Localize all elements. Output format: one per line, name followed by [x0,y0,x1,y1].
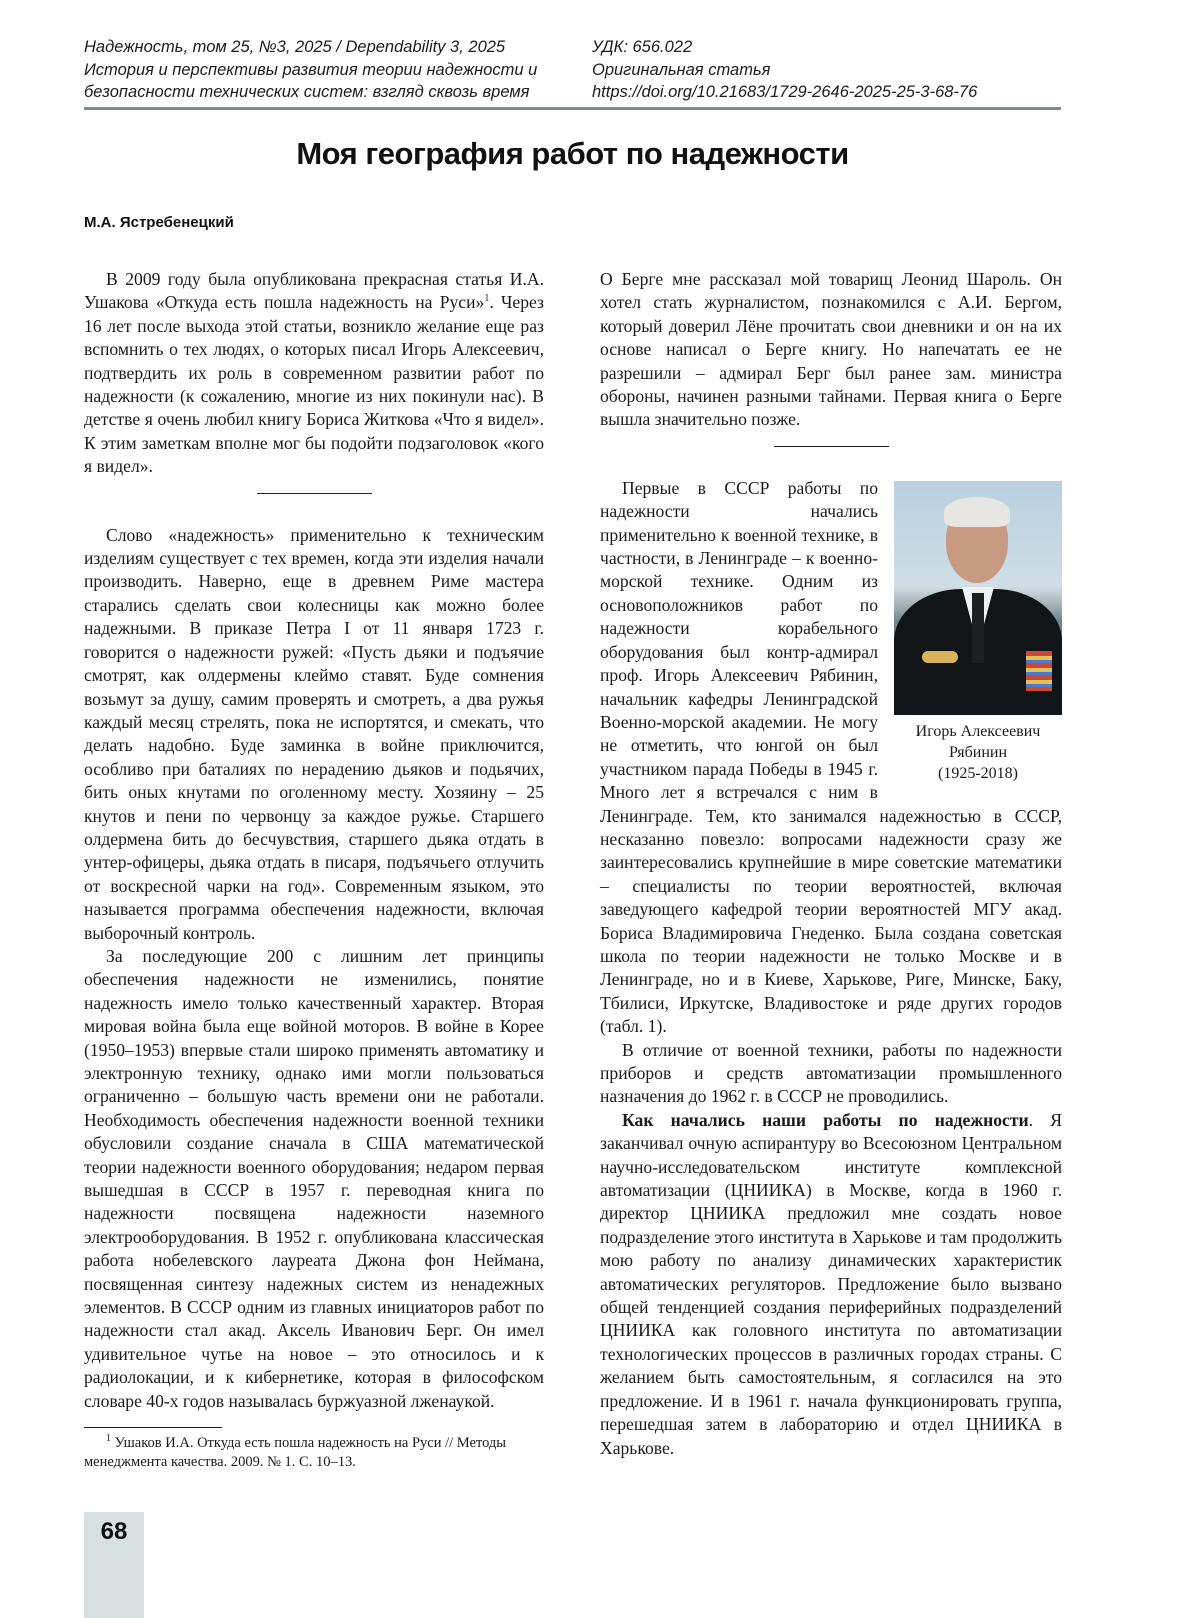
industrial-paragraph: В отличие от военной техники, работы по надежности приборов и средств автоматизации промышленного назначения до 1962 г. в СССР не проводились. [600,1039,1062,1107]
footnote-mark: 1 [106,1433,111,1445]
intro-paragraph: В 2009 году была опубликована прекрасная статья И.А. Ушакова «Откуда есть пошла надежность на Руси»$^1$. Через 16 лет после выхода этой статьи, возникло желание еще раз вспомнить о тех людях, о которых писал Игорь Алексеевич, подтвердить их роль в современном развитии работ по надежности (к сожалению, многие из них покинули нас). В детстве я очень любил книгу Бориса Житкова «Что я видел». К этим заметкам вполне мог бы подойти подзаголовок «кого я видел». [84,269,545,477]
journal-issue: Надежность, том 25, №3, 2025 / Dependability 3, 2025 [84,38,506,56]
left-column [84,268,544,1472]
berg-paragraph: О Берге мне рассказал мой товарищ Леонид Шароль. Он хотел стать журналистом, познакомился с А.И. Бергом, который доверил Лёне прочитать свои дневники и он на их основе написал о Берге книгу. Но напечатать ее не разрешили – адмирал Берг был ранее зам. министра обороны, начинен разными тайнами. Первая книга о Берге вышла значительно позже. [600,269,1062,430]
footnote-divider [84,1427,222,1428]
footnote-text: Ушаков И.А. Откуда есть пошла надежность на Руси // Методы менеджмента качества. 2009. № 1. С. 10–13. [84,1435,507,1471]
portrait-caption: Игорь Алексеевич Рябинин (1925-2018) [915,722,1041,782]
footnote-reference[interactable]: 1 [484,293,490,305]
running-header-meta [592,36,1062,104]
section-title-line-2: безопасности технических систем: взгляд сквозь время [84,83,530,101]
section-title-line-1: История и перспективы развития теории надежности и [84,60,538,79]
doi-link[interactable]: https://doi.org/10.21683/1729-2646-2025-25-3-68-76 [592,83,978,101]
portrait-photo [894,481,1062,715]
article-title: Моя география работ по надежности [296,136,849,171]
header-divider [84,107,1061,110]
running-header-journal [84,36,574,104]
section-separator [774,446,889,447]
ryabinin-paragraph: Первые в СССР работы по надежности начались применительно к военной технике, в частности, в Ленинграде – к военно-морской технике. Одним из основоположников работ по надежности корабельного оборудования был контр-адмирал проф. Игорь Алексеевич Рябинин, начальник кафедры Ленинградской Военно-морской академии. Не могу не отметить, что юнгой он был участником парада Победы в 1945 г. Много лет я встречался с ним в Ленинграде. Тем, кто занимался надежностью в СССР, несказанно повезло: вопросами надежности сразу же заинтересовались крупнейшие в мире советские математики – специалисты по теории вероятностей, включая заведующего кафедрой теории вероятностей МГУ акад. Бориса Владимировича Гнеденко. Была создана советская школа по теории надежности не только Москве и в Ленинграде, но и в Киеве, Харькове, Риге, Минске, Баку, Тбилиси, Иркутске, Владивостоке и ряде других городов (табл. 1). [600,477,1062,1037]
portrait-figure [894,481,1062,784]
section-paragraph: Как начались наши работы по надежности. Я заканчивал очную аспирантуру во Всесоюзном Центральном научно-исследовательском институте комплексной автоматизации (ЦНИИКА) в Москве, когда в 1960 г. директор ЦНИИКА предложил мне создать новое подразделение этого института в Харькове и там продолжить мою работу по анализу динамических характеристик автоматических регуляторов. Предложение было вызвано общей тенденцией создания периферийных подразделений ЦНИИКА как головного института по автоматизации технологических процессов в различных городах страны. С желанием быть самостоятельным, я согласился на это предложение. И в 1961 г. начала функционировать группа, перешедшая затем в лабораторию и отдел ЦНИИКА в Харькове. [600,1109,1062,1458]
page-number: 68 [100,1518,128,1545]
section-separator [257,493,372,494]
body-paragraph: За последующие 200 с лишним лет принципы обеспечения надежности не изменились, понятие надежность имело только качественный характер. Вторая мировая война была еще войной моторов. В войне в Корее (1950–1953) впервые стали широко применять автоматику и электронную технику, однако ими могли пользоваться ограниченно – большую часть времени они не работали. Необходимость обеспечения надежности военной техники обусловили создание сначала в США математической теории надежности военного оборудования; недаром первая вышедшая в СССР в 1957 г. переводная книга по надежности посвящена надежности наземного электрооборудования. В 1952 г. опубликована классическая работа нобелевского лауреата Джона фон Неймана, посвященная синтезу надежных систем из ненадежных элементов. В СССР одним из главных инициаторов работ по надежности стал акад. Аксель Иванович Берг. Он имел удивительное чутье на новое – это относилось и к радиолокации, и к кибернетике, которая в философском словаре 40-х годов называлась буржуазной лженаукой. [84,945,544,1411]
right-column [600,268,1062,1460]
article-type: Оригинальная статья [592,60,771,79]
footnote [84,1434,544,1472]
body-paragraph: Слово «надежность» применительно к техническим изделиям существует с тех времен, когда эти изделия начали производить. Наверно, еще в древнем Риме мастера старались сделать свои колесницы как можно более надежными. В приказе Петра I от 11 января 1723 г. говорится о надежности ружей: «Пусть дьяки и подъячие смотрят, как олдермены клеймо ставят. Буде сомнения возьмут за душу, самим проверять и смотреть, а два ружья каждый месяц стрелять, пока не испортятся, и смекать, что делать надобно. Буде заминка в войне приключится, особливо при баталиях по нерадению дьяков и подьячих, бить оных кнутами по оголенному месту. Хозяину – 25 кнутов и пени по червонцу за каждое ружье. Старшего олдермена бить до бесчувствия, старшего дьяка отдать в унтер-офицеры, дьяка отдать в писаря, подъячьего отлучить от воскресной чарки на год». Современным языком, это называется программа обеспечения надежности, включая выборочный контроль. [84,524,544,943]
article-author: М.А. Ястребенецкий [84,214,234,231]
ryabinin-block [600,477,1062,1039]
udc-code: УДК: 656.022 [592,38,693,56]
section-heading: Как начались наши работы по надежности [622,1109,1029,1130]
